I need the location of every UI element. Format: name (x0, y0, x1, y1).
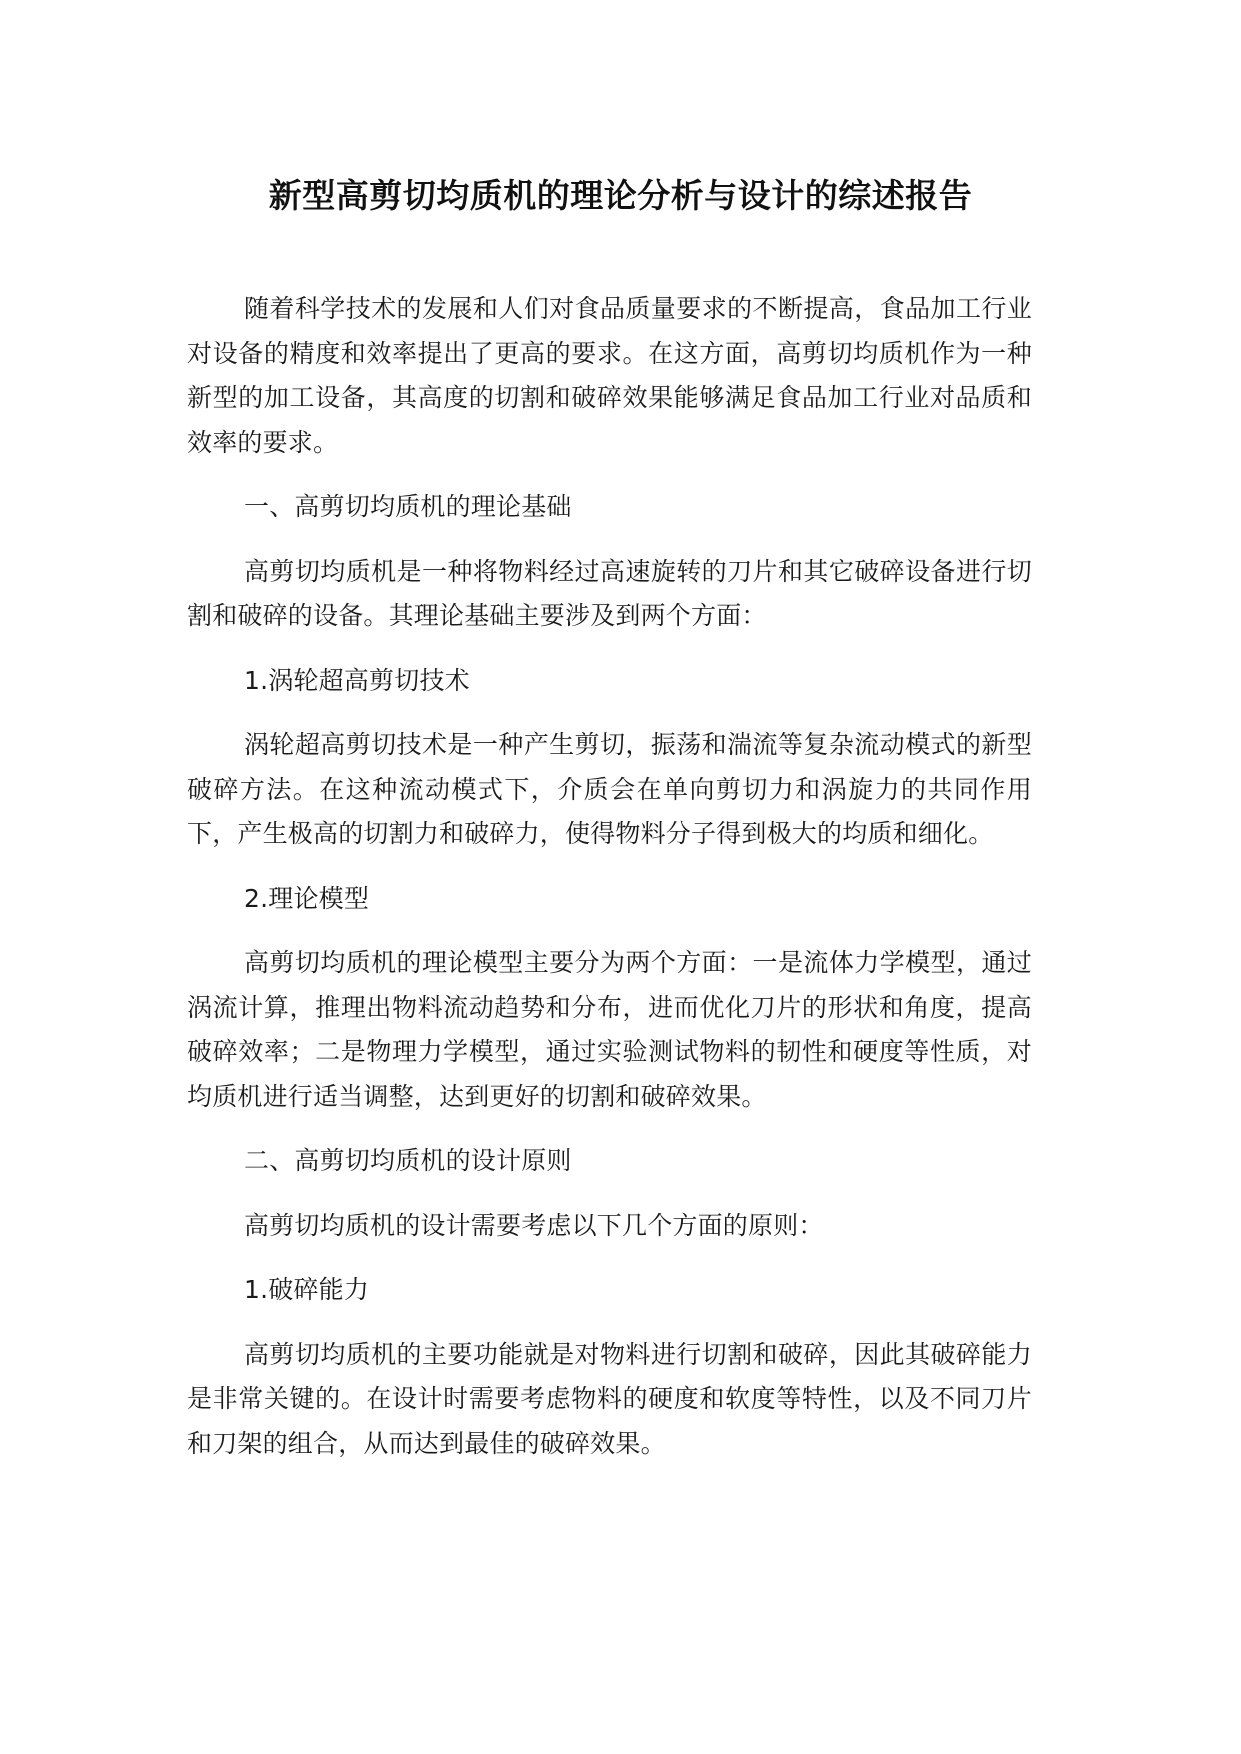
subheading-theory-model: 2.理论模型 (244, 883, 370, 913)
section-heading-theory: 一、高剪切均质机的理论基础 (244, 492, 572, 521)
section-heading-design: 二、高剪切均质机的设计原则 (244, 1146, 572, 1175)
subheading-turbine-shear: 1.涡轮超高剪切技术 (244, 665, 470, 695)
theory-intro-paragraph: 高剪切均质机是一种将物料经过高速旋转的刀片和其它破碎设备进行切割和破碎的设备。其理论基础主要涉及到两个方面： (187, 556, 1032, 630)
design-intro-paragraph: 高剪切均质机的设计需要考虑以下几个方面的原则： (244, 1210, 824, 1240)
document-title: 新型高剪切均质机的理论分析与设计的综述报告 (268, 176, 973, 215)
subheading-crushing-capacity: 1.破碎能力 (244, 1275, 370, 1304)
theory-model-paragraph: 高剪切均质机的理论模型主要分为两个方面：一是流体力学模型，通过涡流计算，推理出物料流动趋势和分布，进而优化刀片的形状和角度，提高破碎效率；二是物理力学模型，通过实验测试物料的韧性和硬度等性质，对均质机进行适当调整，达到更好的切割和破碎效果。 (187, 948, 1032, 1111)
document-body (187, 287, 1032, 1466)
intro-paragraph: 随着科学技术的发展和人们对食品质量要求的不断提高，食品加工行业对设备的精度和效率提出了更高的要求。在这方面，高剪切均质机作为一种新型的加工设备，其高度的切割和破碎效果能够满足食品加工行业对品质和效率的要求。 (187, 294, 1032, 457)
crushing-capacity-paragraph: 高剪切均质机的主要功能就是对物料进行切割和破碎，因此其破碎能力是非常关键的。在设计时需要考虑物料的硬度和软度等特性，以及不同刀片和刀架的组合，从而达到最佳的破碎效果。 (187, 1339, 1032, 1458)
turbine-shear-paragraph: 涡轮超高剪切技术是一种产生剪切，振荡和湍流等复杂流动模式的新型破碎方法。在这种流动模式下，介质会在单向剪切力和涡旋力的共同作用下，产生极高的切割力和破碎力，使得物料分子得到极大的均质和细化。 (187, 730, 1032, 848)
